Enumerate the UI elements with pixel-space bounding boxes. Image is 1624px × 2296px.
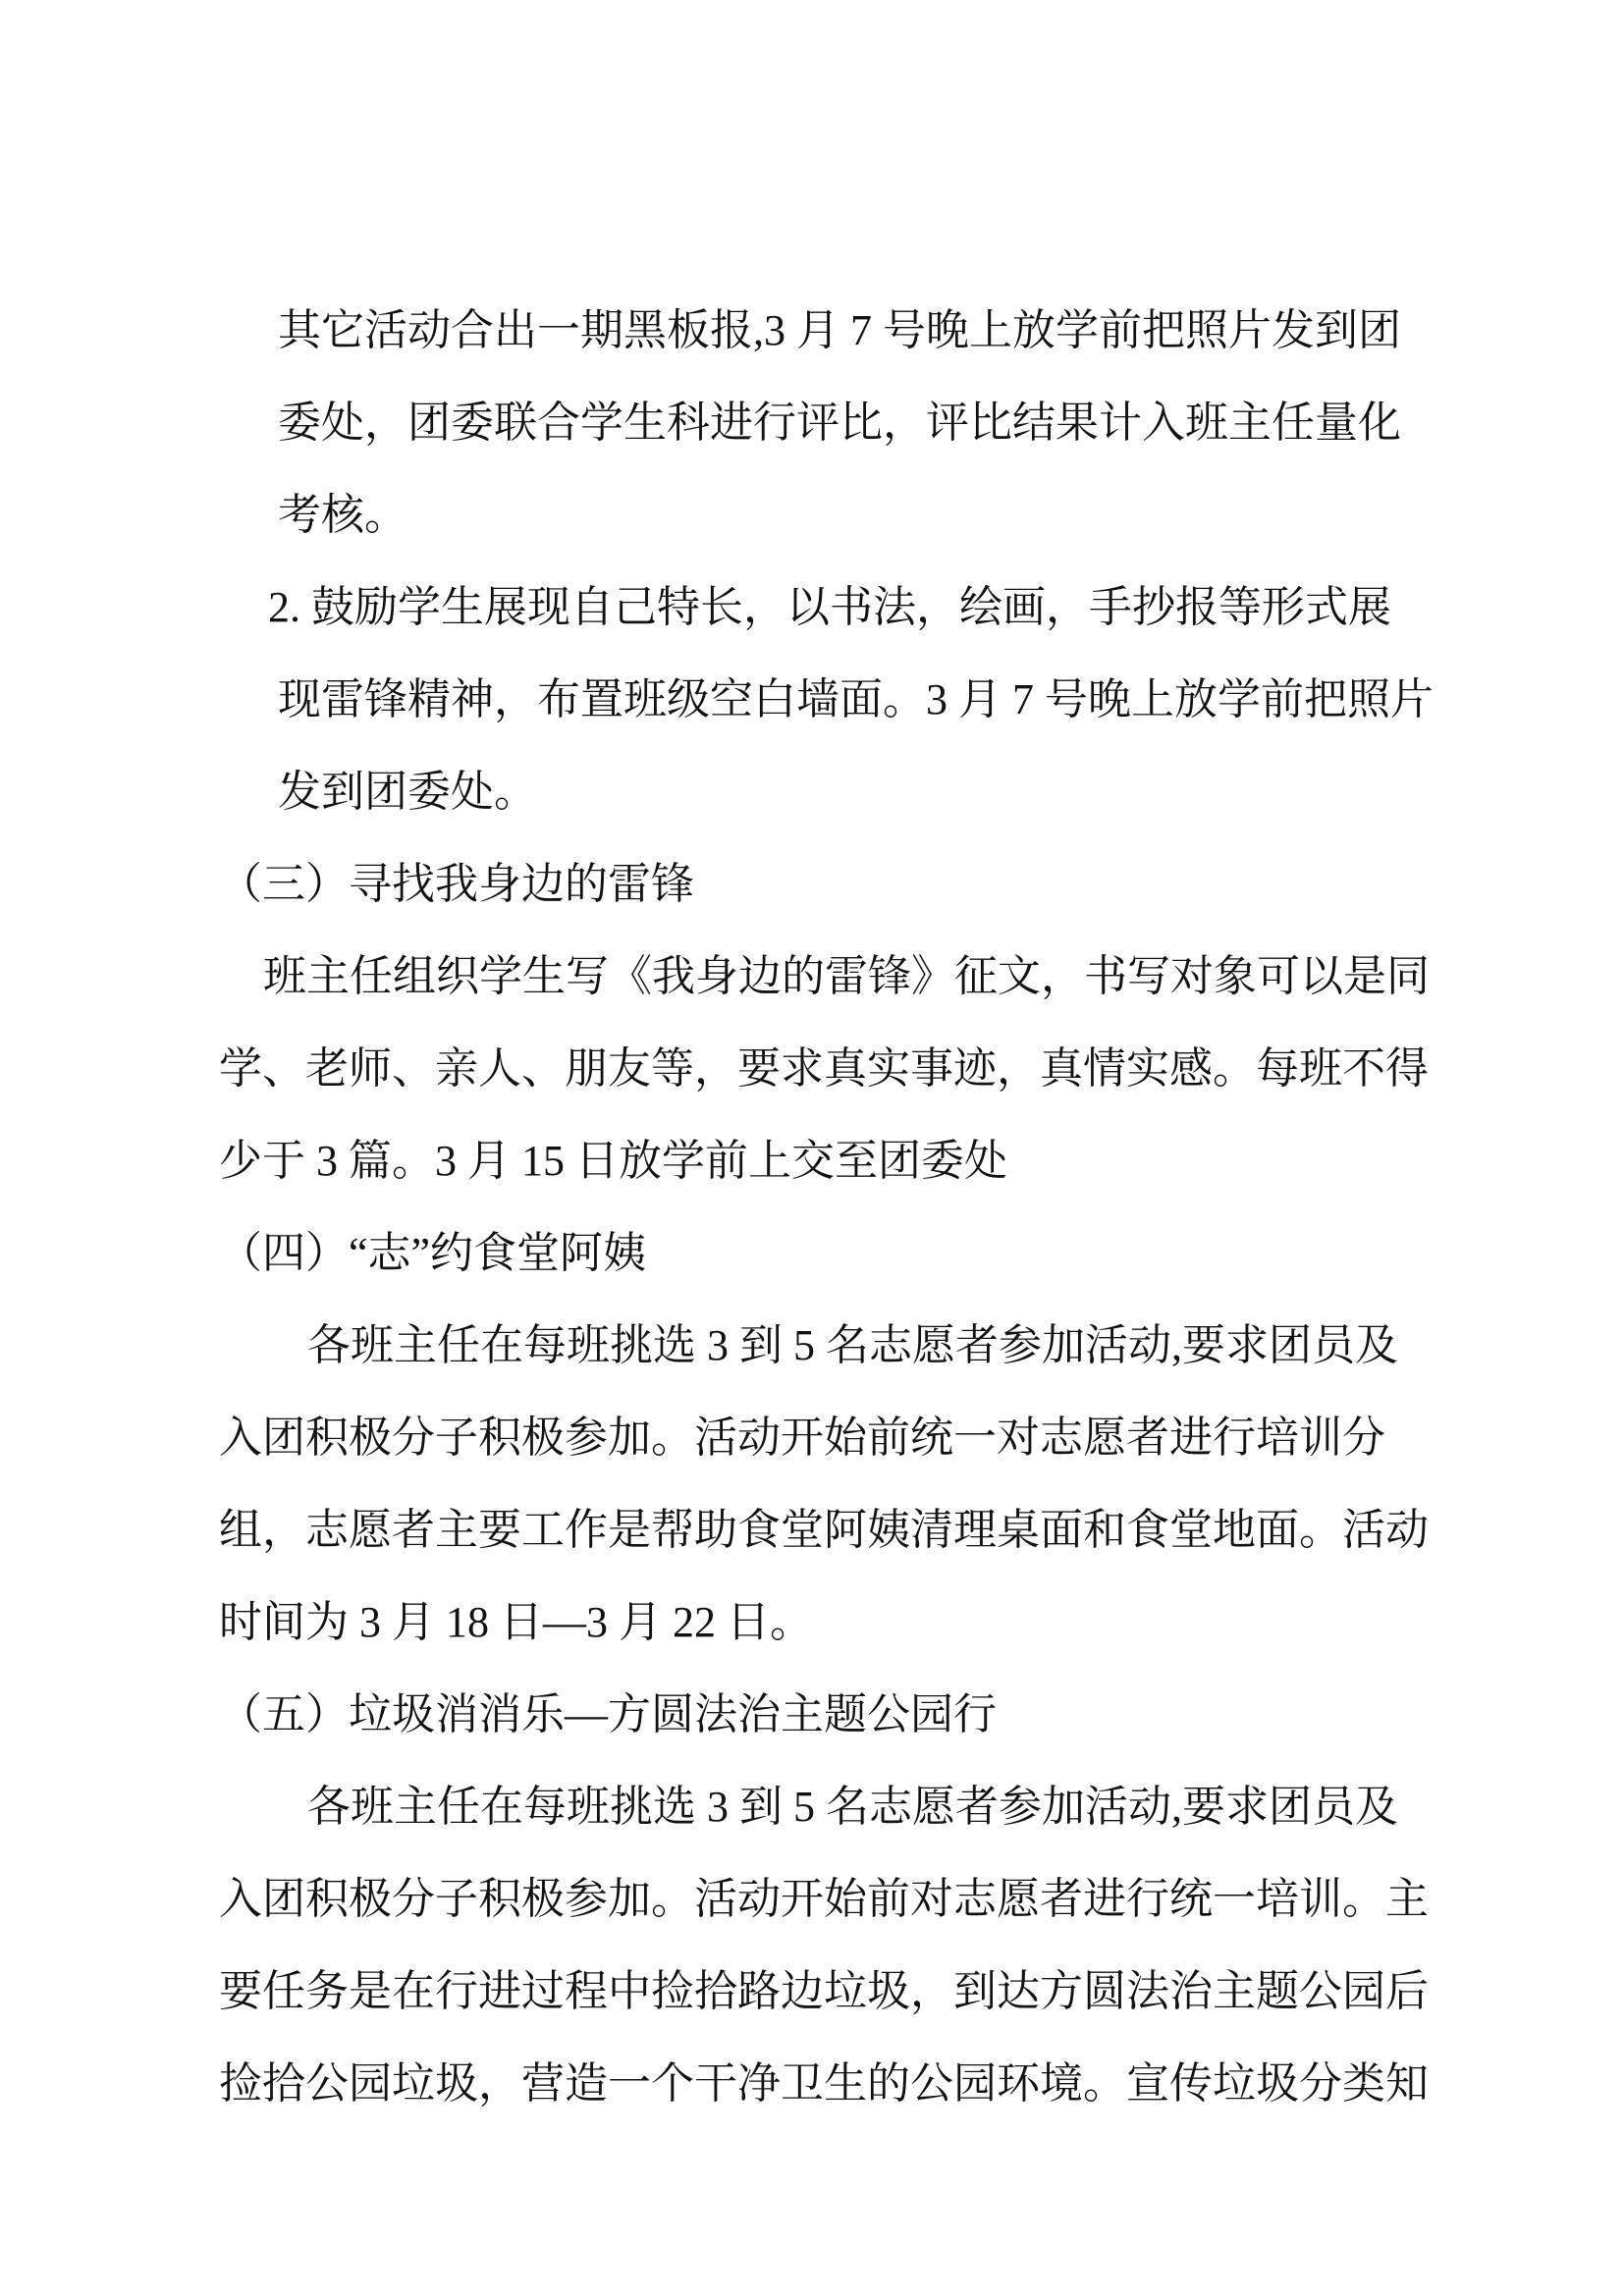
text-line: 现雷锋精神，布置班级空白墙面。3 月 7 号晚上放学前把照片 — [278, 675, 1434, 723]
text-line: 委处，团委联合学生科进行评比，评比结果计入班主任量化 — [278, 399, 1401, 447]
text-line: 捡拾公园垃圾，营造一个干净卫生的公园环境。宣传垃圾分类知 — [219, 2059, 1429, 2108]
text-line: 其它活动合出一期黑板报,3 月 7 号晚上放学前把照片发到团 — [278, 306, 1401, 354]
text-line: 入团积极分子积极参加。活动开始前对志愿者进行统一培训。主 — [219, 1875, 1429, 1923]
text-line: 要任务是在行进过程中捡拾路边垃圾，到达方圆法治主题公园后 — [219, 1967, 1429, 2015]
text-line: 考核。 — [278, 491, 407, 539]
text-line: （三）寻找我身边的雷锋 — [219, 860, 694, 908]
text-line: 学、老师、亲人、朋友等，要求真实事迹，真情实感。每班不得 — [219, 1044, 1429, 1093]
text-line: 发到团委处。 — [278, 768, 537, 816]
text-line: 各班主任在每班挑选 3 到 5 名志愿者参加活动,要求团员及 — [307, 1783, 1398, 1831]
text-line: 入团积极分子积极参加。活动开始前统一对志愿者进行培训分 — [219, 1414, 1385, 1462]
text-line: （五）垃圾消消乐—方圆法治主题公园行 — [219, 1690, 997, 1738]
text-line: 班主任组织学生写《我身边的雷锋》征文，书写对象可以是同 — [263, 952, 1430, 1000]
text-line: 时间为 3 月 18 日—3 月 22 日。 — [219, 1598, 813, 1646]
document-text-block — [219, 285, 1456, 2130]
text-line: 各班主任在每班挑选 3 到 5 名志愿者参加活动,要求团员及 — [307, 1321, 1398, 1369]
text-line: 组，志愿者主要工作是帮助食堂阿姨清理桌面和食堂地面。活动 — [219, 1506, 1429, 1554]
text-line: （四）“志”约食堂阿姨 — [219, 1229, 647, 1277]
text-line: 少于 3 篇。3 月 15 日放学前上交至团委处 — [219, 1137, 1007, 1185]
text-line: 2. 鼓励学生展现自己特长，以书法，绘画，手抄报等形式展 — [268, 583, 1391, 631]
